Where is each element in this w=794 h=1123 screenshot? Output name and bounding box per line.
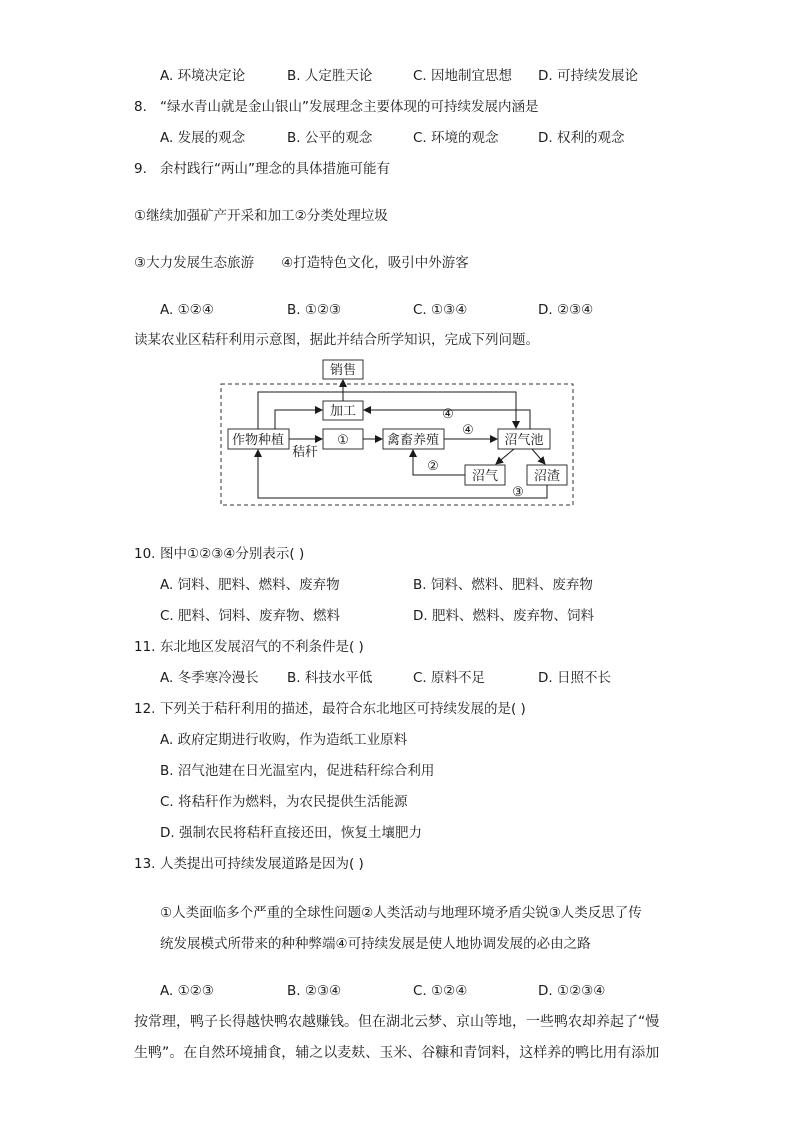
q9-option-b: B. ①②③ xyxy=(287,302,342,318)
q11-option-a: A. 冬季寒冷漫长 xyxy=(160,670,259,686)
q13-option-d: D. ①②③④ xyxy=(538,983,606,999)
passage-line-2: 生鸭”。在自然环境捕食，辅之以麦麸、玉米、谷糠和青饲料，这样养的鸭比用有添加 xyxy=(134,1045,660,1061)
q12-option-a: A. 政府定期进行收购，作为造纸工业原料 xyxy=(160,732,408,748)
label-flow-3: ③ xyxy=(512,485,524,500)
diagram-intro: 读某农业区秸秆利用示意图，据此并结合所学知识，完成下列问题。 xyxy=(134,332,539,348)
q10-option-c: C. 肥料、饲料、废弃物、燃料 xyxy=(160,608,341,624)
q7-option-b: B. 人定胜天论 xyxy=(287,68,373,84)
q13-items-2: 统发展模式所带来的种种弊端④可持续发展是使人地协调发展的必由之路 xyxy=(160,936,591,952)
q9-option-a: A. ①②④ xyxy=(160,302,214,318)
passage-line-1: 按常理，鸭子长得越快鸭农越赚钱。但在湖北云梦、京山等地，一些鸭农却养起了“慢 xyxy=(134,1014,660,1030)
arrow-crop-process xyxy=(275,410,322,429)
label-straw: 秸秆 xyxy=(291,445,319,460)
q9-option-d: D. ②③④ xyxy=(538,302,594,318)
q9-stem: 余村践行“两山”理念的具体措施可能有 xyxy=(160,161,390,177)
q11-option-b: B. 科技水平低 xyxy=(287,670,373,686)
q13-option-c: C. ①②④ xyxy=(413,983,468,999)
q13-stem: 人类提出可持续发展道路是因为( ) xyxy=(160,856,364,872)
q11-number: 11. xyxy=(134,639,156,655)
label-biogas: 沼气 xyxy=(471,469,499,484)
arrow-biogaspool-residue xyxy=(532,449,545,464)
q8-option-a: A. 发展的观念 xyxy=(160,130,246,146)
q13-option-b: B. ②③④ xyxy=(287,983,342,999)
q11-option-c: C. 原料不足 xyxy=(413,670,486,686)
label-livestock: 禽畜养殖 xyxy=(386,433,440,448)
q10-option-a: A. 饲料、肥料、燃料、废弃物 xyxy=(160,577,340,593)
label-flow-4b: ④ xyxy=(462,423,474,438)
q12-option-b: B. 沼气池建在日光温室内，促进秸秆综合利用 xyxy=(160,763,435,779)
q10-option-b: B. 饲料、燃料、肥料、废弃物 xyxy=(413,577,593,593)
q9-number: 9. xyxy=(134,161,147,177)
q13-items-1: ①人类面临多个严重的全球性问题②人类活动与地理环境矛盾尖锐③人类反思了传 xyxy=(160,905,642,921)
q12-stem: 下列关于秸秆利用的描述，最符合东北地区可持续发展的是( ) xyxy=(160,701,526,717)
straw-utilization-diagram xyxy=(0,0,794,530)
label-crop: 作物种植 xyxy=(231,433,285,448)
q13-number: 13. xyxy=(134,856,156,872)
q9-option-c: C. ①③④ xyxy=(413,302,468,318)
arrow-biogas-livestock xyxy=(413,450,465,475)
q9-items-2: ③大力发展生态旅游 ④打造特色文化，吸引中外游客 xyxy=(134,255,469,271)
q12-option-d: D. 强制农民将秸秆直接还田，恢复土壤肥力 xyxy=(160,825,422,841)
q7-option-c: C. 因地制宜思想 xyxy=(413,68,513,84)
label-residue: 沼渣 xyxy=(533,469,561,484)
q12-option-c: C. 将秸秆作为燃料，为农民提供生活能源 xyxy=(160,794,408,810)
arrow-biogaspool-biogas xyxy=(496,449,514,464)
label-sale: 销售 xyxy=(329,363,357,378)
q7-option-d: D. 可持续发展论 xyxy=(538,68,638,84)
q12-number: 12. xyxy=(134,701,156,717)
q10-number: 10. xyxy=(134,546,156,562)
label-process: 加工 xyxy=(329,404,357,419)
q8-option-c: C. 环境的观念 xyxy=(413,130,499,146)
label-flow-4a: ④ xyxy=(442,407,454,422)
q10-option-d: D. 肥料、燃料、废弃物、饲料 xyxy=(413,608,594,624)
q9-items-1: ①继续加强矿产开采和加工②分类处理垃圾 xyxy=(134,208,388,224)
q10-stem: 图中①②③④分别表示( ) xyxy=(160,546,305,562)
label-flow-2: ② xyxy=(427,459,439,474)
q8-option-d: D. 权利的观念 xyxy=(538,130,625,146)
q8-stem: “绿水青山就是金山银山”发展理念主要体现的可持续发展内涵是 xyxy=(160,99,539,115)
q8-option-b: B. 公平的观念 xyxy=(287,130,373,146)
q7-option-a: A. 环境决定论 xyxy=(160,68,246,84)
label-biogas-pool: 沼气池 xyxy=(504,433,544,448)
q8-number: 8. xyxy=(134,99,147,115)
q11-stem: 东北地区发展沼气的不利条件是( ) xyxy=(160,639,364,655)
q13-option-a: A. ①②③ xyxy=(160,983,214,999)
label-node1: ① xyxy=(337,433,349,448)
q11-option-d: D. 日照不长 xyxy=(538,670,611,686)
